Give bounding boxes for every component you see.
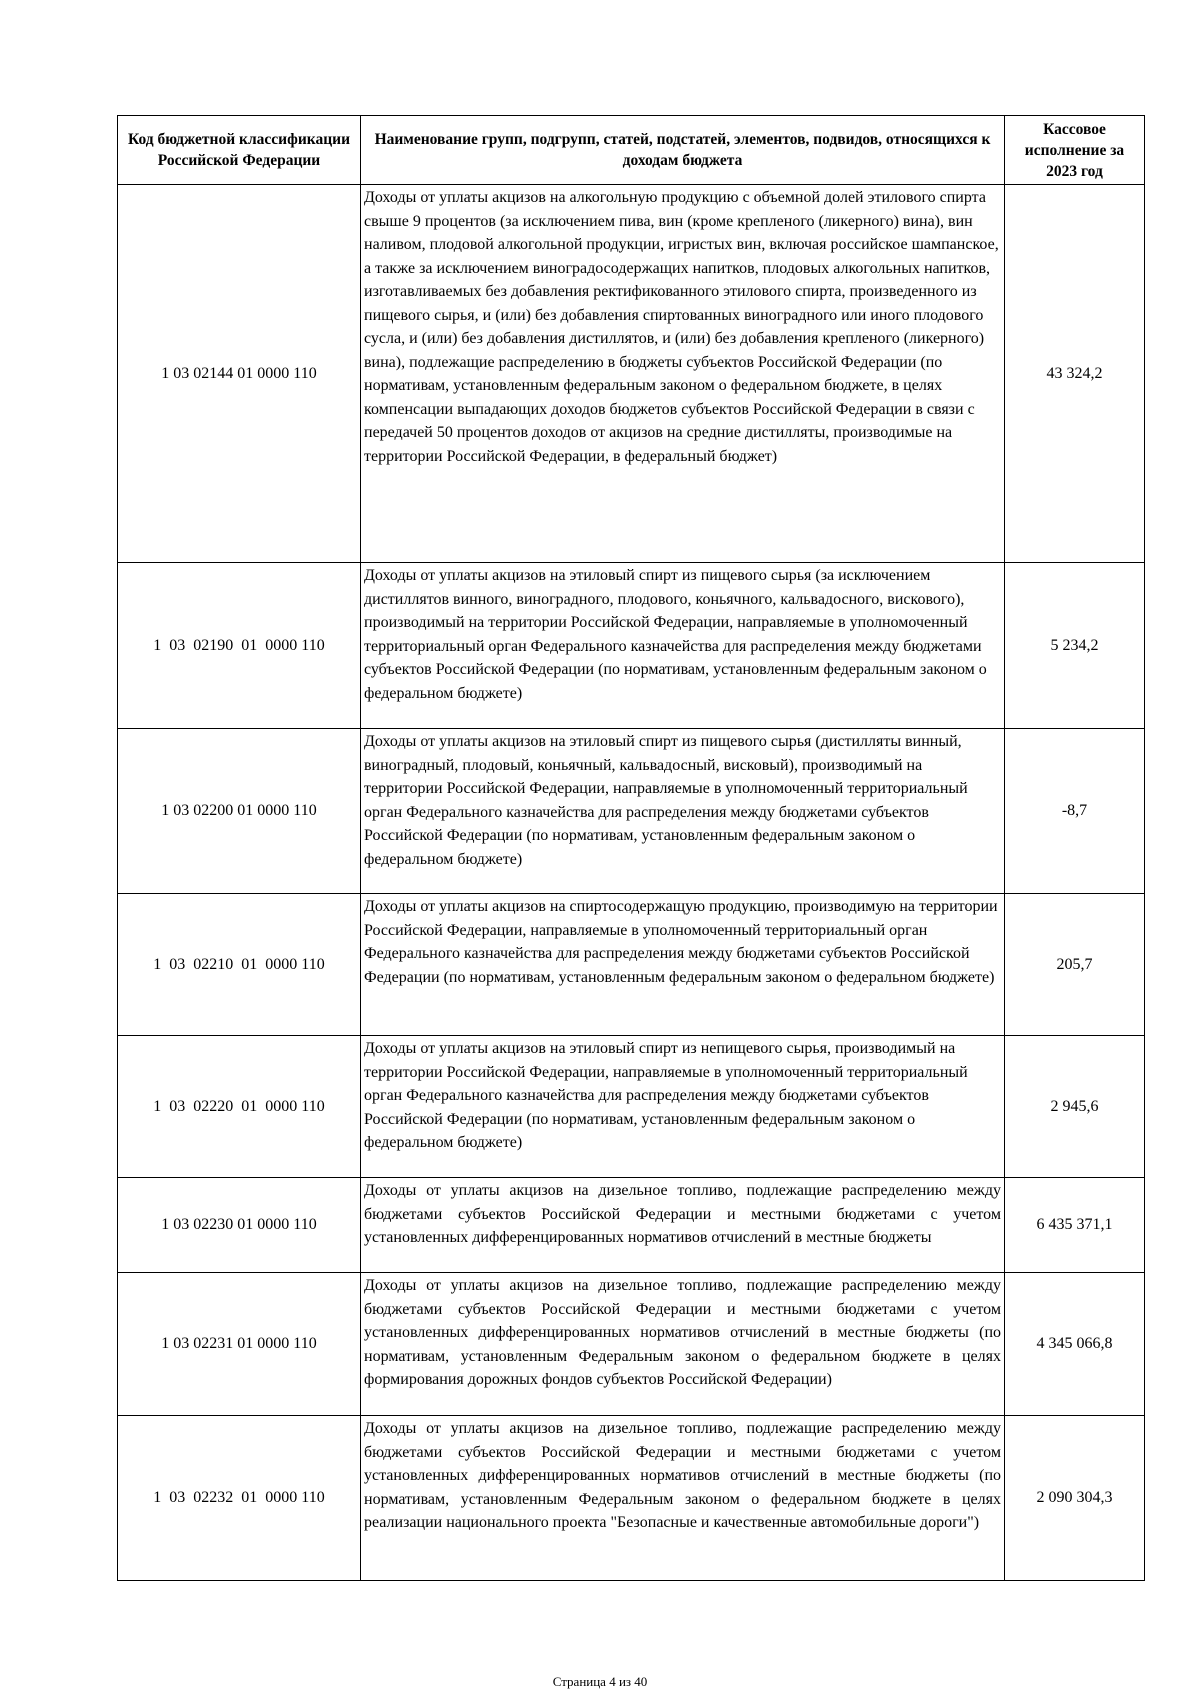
- header-budget-code: Код бюджетной классификации Российской Федерации: [118, 116, 361, 185]
- row-code: 1 03 02210 01 0000 110: [118, 894, 361, 1036]
- row-name: Доходы от уплаты акцизов на дизельное топливо, подлежащие распределению между бюджетами субъектов Российской Федерации и местными бюджетами с учетом установленных дифференцированных нормативов отчислений в местные бюджеты: [361, 1178, 1005, 1273]
- row-amount: 5 234,2: [1005, 563, 1145, 729]
- row-code: 1 03 02144 01 0000 110: [118, 185, 361, 563]
- table-row: [118, 894, 1145, 1036]
- row-amount: 2 090 304,3: [1005, 1416, 1145, 1581]
- row-name: Доходы от уплаты акцизов на алкогольную продукцию с объемной долей этилового спирта свыше 9 процентов (за исключением пива, вин (кроме крепленого (ликерного) вина), вин наливом, плодовой алкогольной продукции, игристых вин, включая российское шампанское, а также за исключением виноградосодержащих напитков, плодовых алкогольных напитков, изготавливаемых без добавления ректификованного этилового спирта, произведенного из пищевого сырья, и (или) без добавления спиртованных виноградного или иного плодового сусла, и (или) без добавления дистиллятов, и (или) без добавления крепленого (ликерного) вина), подлежащие распределению в бюджеты субъектов Российской Федерации (по нормативам, установленным федеральным законом о федеральном бюджете, в целях компенсации выпадающих доходов бюджетов субъектов Российской Федерации в связи с передачей 50 процентов доходов от акцизов на средние дистилляты, производимые на территории Российской Федерации, в федеральный бюджет): [361, 185, 1005, 563]
- row-amount: 2 945,6: [1005, 1036, 1145, 1178]
- row-amount: 4 345 066,8: [1005, 1273, 1145, 1416]
- table-row: [118, 185, 1145, 563]
- row-name: Доходы от уплаты акцизов на дизельное топливо, подлежащие распределению между бюджетами субъектов Российской Федерации и местными бюджетами с учетом установленных дифференцированных нормативов отчислений в местные бюджеты (по нормативам, установленным Федеральным законом о федеральном бюджете в целях формирования дорожных фондов субъектов Российской Федерации): [361, 1273, 1005, 1416]
- table-row: [118, 1273, 1145, 1416]
- row-amount: 205,7: [1005, 894, 1145, 1036]
- row-name: Доходы от уплаты акцизов на этиловый спирт из пищевого сырья (дистилляты винный, виноградный, плодовый, коньячный, кальвадосный, висковый), производимый на территории Российской Федерации, направляемые в уполномоченный территориальный орган Федерального казначейства для распределения между бюджетами субъектов Российской Федерации (по нормативам, установленным федеральным законом о федеральном бюджете): [361, 729, 1005, 894]
- header-revenue-name: Наименование групп, подгрупп, статей, подстатей, элементов, подвидов, относящихся к доходам бюджета: [361, 116, 1005, 185]
- row-name: Доходы от уплаты акцизов на спиртосодержащую продукцию, производимую на территории Российской Федерации, направляемые в уполномоченный территориальный орган Федерального казначейства для распределения между бюджетами субъектов Российской Федерации (по нормативам, установленным федеральным законом о федеральном бюджете): [361, 894, 1005, 1036]
- header-cash-execution: Кассовое исполнение за 2023 год: [1005, 116, 1145, 185]
- row-amount: -8,7: [1005, 729, 1145, 894]
- row-name: Доходы от уплаты акцизов на этиловый спирт из пищевого сырья (за исключением дистиллятов винного, виноградного, плодового, коньячного, кальвадосного, вискового), производимый на территории Российской Федерации, направляемые в уполномоченный территориальный орган Федерального казначейства для распределения между бюджетами субъектов Российской Федерации (по нормативам, установленным федеральным законом о федеральном бюджете): [361, 563, 1005, 729]
- row-code: 1 03 02231 01 0000 110: [118, 1273, 361, 1416]
- row-code: 1 03 02220 01 0000 110: [118, 1036, 361, 1178]
- row-amount: 43 324,2: [1005, 185, 1145, 563]
- table-row: [118, 1416, 1145, 1581]
- row-name: Доходы от уплаты акцизов на этиловый спирт из непищевого сырья, производимый на территории Российской Федерации, направляемые в уполномоченный территориальный орган Федерального казначейства для распределения между бюджетами субъектов Российской Федерации (по нормативам, установленным федеральным законом о федеральном бюджете): [361, 1036, 1005, 1178]
- table-row: [118, 729, 1145, 894]
- table-header-row: [118, 116, 1145, 185]
- table-row: [118, 1036, 1145, 1178]
- table-row: [118, 1178, 1145, 1273]
- row-amount: 6 435 371,1: [1005, 1178, 1145, 1273]
- row-code: 1 03 02200 01 0000 110: [118, 729, 361, 894]
- row-code: 1 03 02230 01 0000 110: [118, 1178, 361, 1273]
- table-row: [118, 563, 1145, 729]
- row-code: 1 03 02232 01 0000 110: [118, 1416, 361, 1581]
- row-code: 1 03 02190 01 0000 110: [118, 563, 361, 729]
- budget-revenue-table: [117, 115, 1145, 1581]
- page-number: Страница 4 из 40: [552, 1674, 648, 1689]
- row-name: Доходы от уплаты акцизов на дизельное топливо, подлежащие распределению между бюджетами субъектов Российской Федерации и местными бюджетами с учетом установленных дифференцированных нормативов отчислений в местные бюджеты (по нормативам, установленным Федеральным законом о федеральном бюджете в целях реализации национального проекта "Безопасные и качественные автомобильные дороги"): [361, 1416, 1005, 1581]
